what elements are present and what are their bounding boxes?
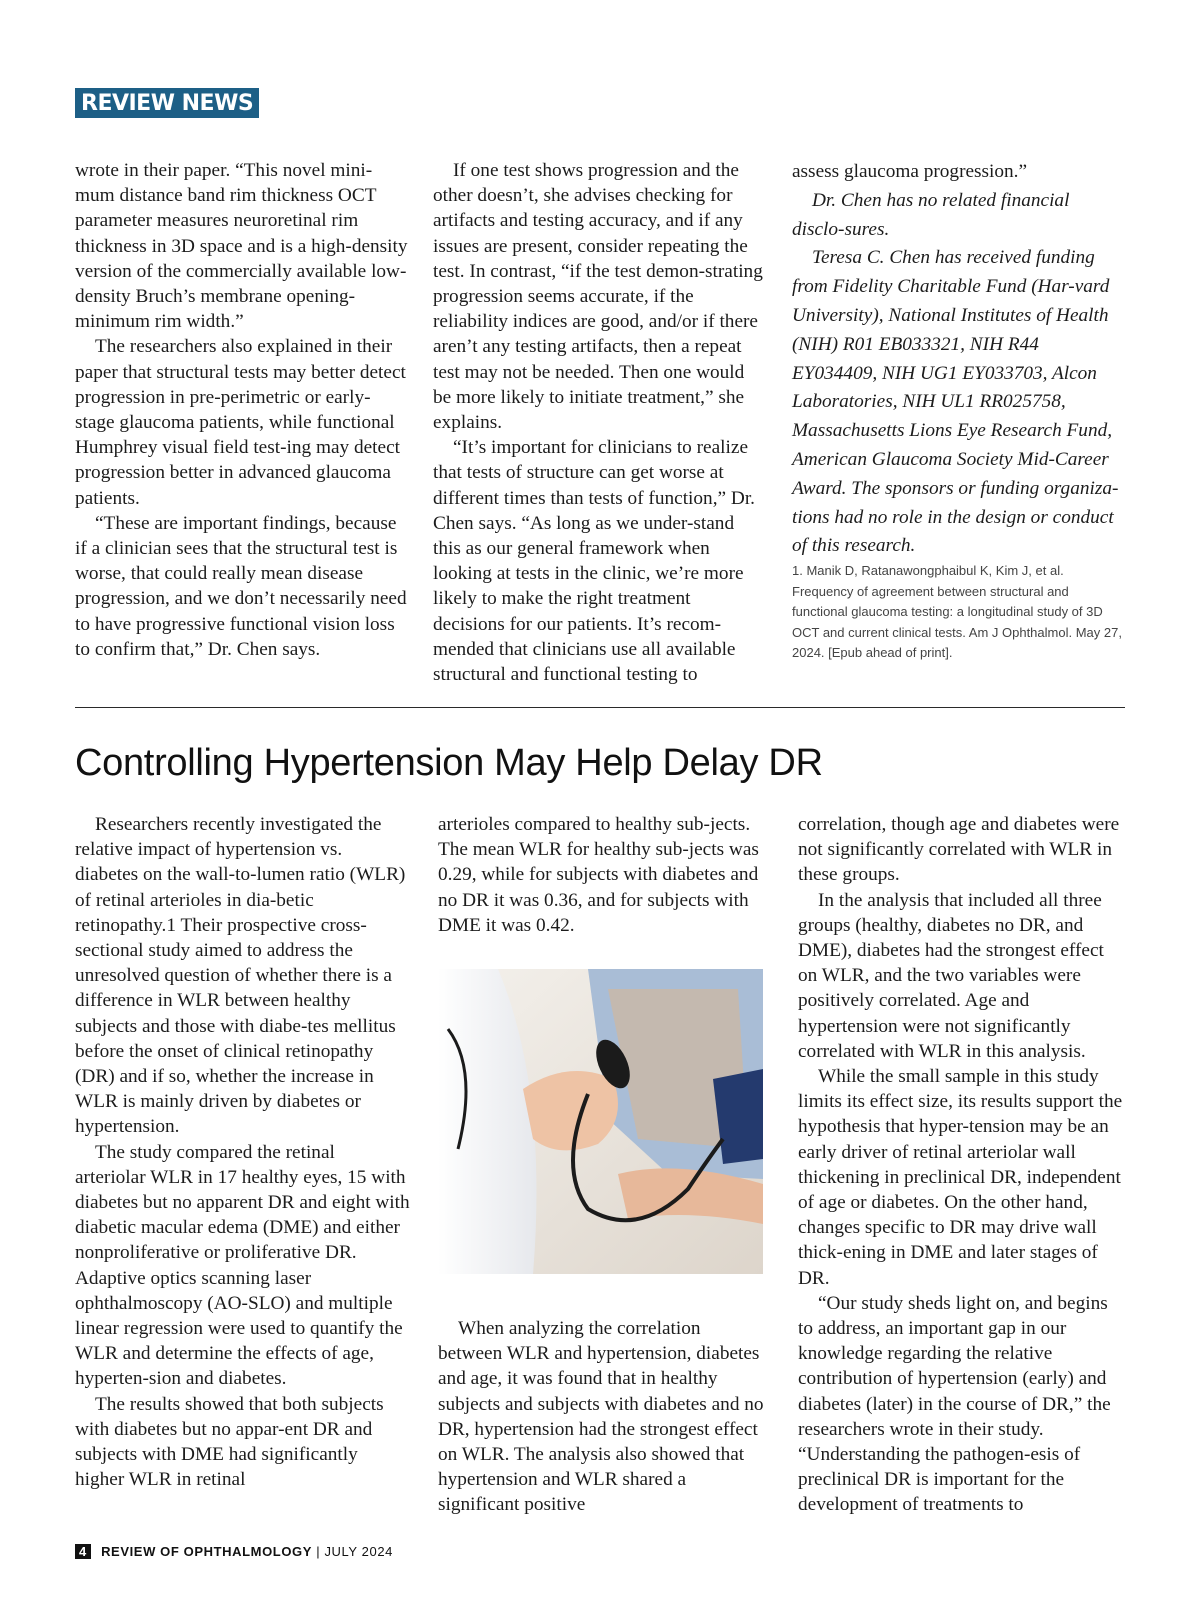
paragraph: When analyzing the correlation between WLR and hypertension, diabetes and age, it was found that in healthy subjects and subjects with diabetes and no DR, hypertension had the strongest effect on WLR. The analysis also showed that hypertension and WLR shared a significant positive xyxy=(438,1318,764,1516)
article-column-2-bottom xyxy=(438,1316,766,1518)
paragraph: arterioles compared to healthy sub-jects. The mean WLR for healthy sub-jects was 0.29, while for subjects with diabetes and no DR it was 0.36, and for subjects with DME it was 0.42. xyxy=(438,814,759,936)
article-column-2-top xyxy=(438,812,766,938)
disclosure: Dr. Chen has no related financial disclo-sures. xyxy=(792,189,1070,240)
paragraph: The study compared the retinal arteriolar WLR in 17 healthy eyes, 15 with diabetes but no apparent DR and eight with diabetic macular edema (DME) and either nonproliferative or proliferative DR. Adaptive optics scanning laser ophthalmoscopy (AO-SLO) and multiple linear regression were used to quantify the WLR and determine the effects of age, hyperten-sion and diabetes. xyxy=(75,1141,410,1390)
top-story-column-3 xyxy=(792,158,1125,664)
section-divider xyxy=(75,707,1125,708)
blood-pressure-photo xyxy=(438,969,763,1274)
paragraph: If one test shows progression and the other doesn’t, she advises checking for artifacts and testing accuracy, and if any issues are present, consider repeating the test. In contrast, “if the test demon-strating progression seems accurate, if the reliability indices are good, and/or if there aren’t any testing artifacts, then a repeat test may not be needed. Then one would be more likely to initiate treatment,” she explains. xyxy=(433,160,763,434)
article-column-1 xyxy=(75,812,410,1492)
issue-date: JULY 2024 xyxy=(324,1544,393,1559)
publication-name: REVIEW OF OPHTHALMOLOGY xyxy=(101,1544,313,1559)
paragraph: In the analysis that included all three groups (healthy, diabetes no DR, and DME), diabetes had the strongest effect on WLR, and the two variables were positively correlated. Age and hypertension were not significantly correlated with WLR in this analysis. xyxy=(798,889,1104,1062)
paragraph: “Our study sheds light on, and begins to address, an important gap in our knowledge regarding the relative contribution of hypertension (early) and diabetes (later) in the course of DR,” the researchers wrote in their study. “Understanding the pathogen-esis of preclinical DR is important for the development of treatments to xyxy=(798,1292,1111,1516)
article-column-3 xyxy=(798,812,1125,1518)
page-footer xyxy=(75,1544,393,1559)
paragraph: The researchers also explained in their paper that structural tests may better detect progression in pre-perimetric or early-stage glaucoma patients, while functional Humphrey visual field test-ing may detect progression better in advanced glaucoma patients. xyxy=(75,336,406,509)
paragraph: Researchers recently investigated the relative impact of hypertension vs. diabetes on the wall-to-lumen ratio (WLR) of retinal arterioles in dia-betic retinopathy.1 Their prospective cross-sectional study aimed to address the unresolved question of whether there is a difference in WLR between healthy subjects and those with diabe-tes mellitus before the onset of clinical retinopathy (DR) and if so, whether the increase in WLR is mainly driven by diabetes or hypertension. xyxy=(75,814,406,1138)
paragraph: While the small sample in this study limits its effect size, its results support the hypothesis that hyper-tension may be an early driver of retinal arteriolar wall thickening in preclinical DR, independent of age or diabetes. On the other hand, changes specific to DR may drive wall thick-ening in DME and later stages of DR. xyxy=(798,1066,1123,1289)
reference: 1. Manik D, Ratanawongphaibul K, Kim J, et al. Frequency of agreement between structural and functional glaucoma testing: a longitudinal study of 3D OCT and current clinical tests. Am J Ophthalmol. May 27, 2024. [Epub ahead of print]. xyxy=(792,563,1122,661)
top-story-column-1 xyxy=(75,158,410,662)
section-tag: REVIEW NEWS xyxy=(75,88,259,118)
page-number: 4 xyxy=(75,1544,91,1559)
paragraph: assess glaucoma progression.” xyxy=(792,161,1028,182)
paragraph: correlation, though age and diabetes were not significantly correlated with WLR in these groups. xyxy=(798,814,1120,886)
blood-pressure-illustration xyxy=(438,969,763,1274)
paragraph: “It’s important for clinicians to realize that tests of structure can get worse at different times than tests of function,” Dr. Chen says. “As long as we under-stand this as our general framework when looking at tests in the clinic, we’re more likely to make the right treatment decisions for our patients. It’s recom-mended that clinicians use all available structural and functional testing to xyxy=(433,437,755,686)
paragraph: wrote in their paper. “This novel mini-mum distance band rim thickness OCT parameter measures neuroretinal rim thickness in 3D space and is a high-density version of the commercially available low-density Bruch’s membrane opening-minimum rim width.” xyxy=(75,160,408,333)
footer-separator: | xyxy=(316,1544,321,1559)
paragraph: The results showed that both subjects with diabetes but no appar-ent DR and subjects with DME had significantly higher WLR in retinal xyxy=(75,1393,384,1491)
paragraph: “These are important findings, because if a clinician sees that the structural test is worse, that could really mean disease progression, and we don’t necessarily need to have progressive functional vision loss to confirm that,” Dr. Chen says. xyxy=(75,512,407,660)
article-headline: Controlling Hypertension May Help Delay DR xyxy=(75,742,823,784)
funding-disclosure: Teresa C. Chen has received funding from Fidelity Charitable Fund (Har-vard University), National Institutes of Health (NIH) R01 EB033321, NIH R44 EY034409, NIH UG1 EY033703, Alcon Laboratories, NIH UL1 RR025758, Massachusetts Lions Eye Research Fund, American Glaucoma Society Mid-Career Award. The sponsors or funding organiza-tions had no role in the design or conduct of this research. xyxy=(792,247,1119,557)
top-story-column-2 xyxy=(433,158,765,687)
